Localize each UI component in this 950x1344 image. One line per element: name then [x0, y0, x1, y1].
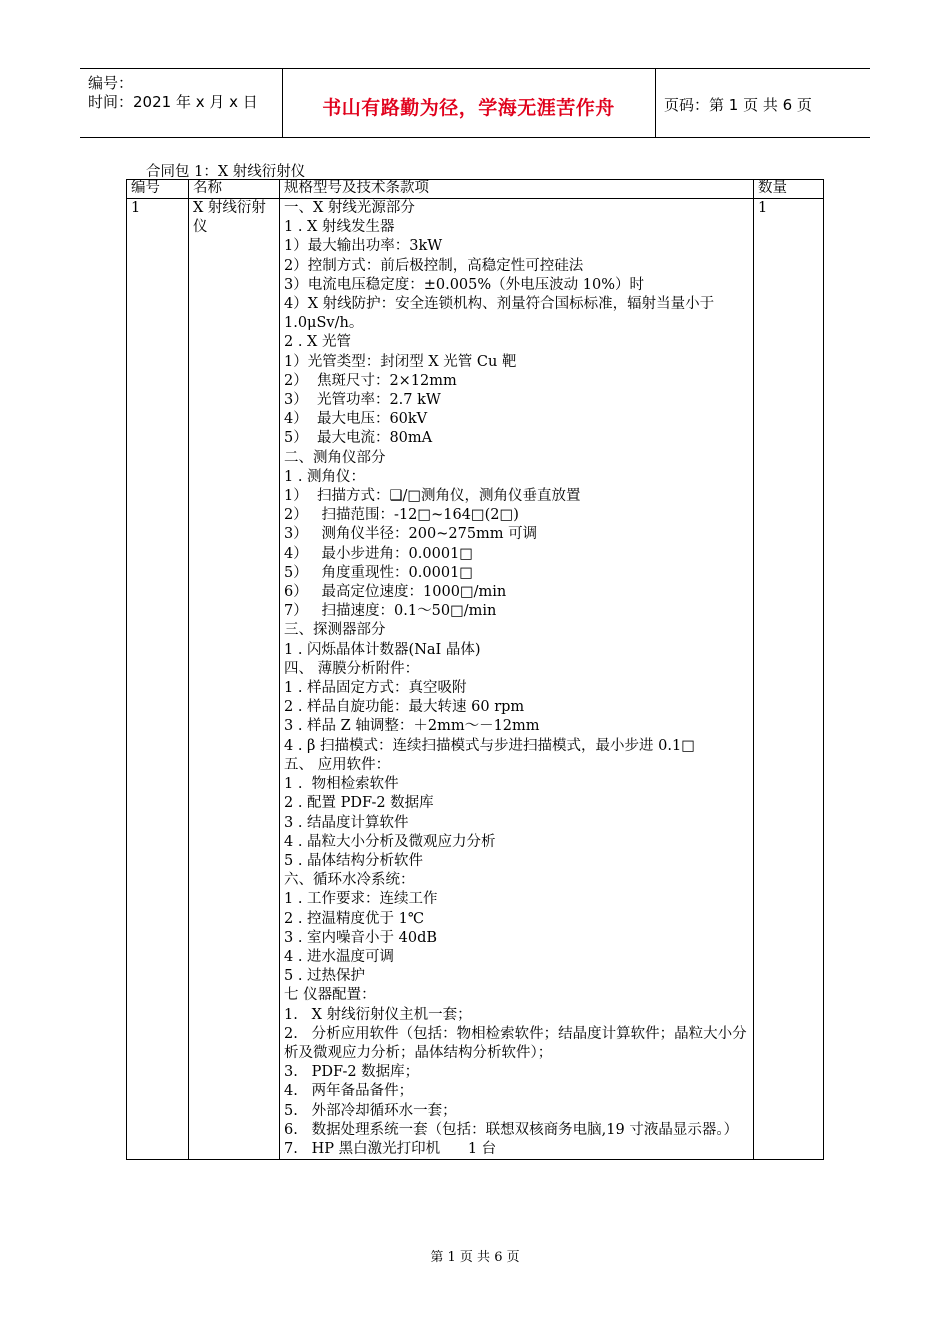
table-caption: 合同包 1：X 射线衍射仪	[146, 164, 306, 180]
spec-line: 3 . 室内噪音小于 40dB	[284, 929, 438, 946]
spec-line: 5 . 晶体结构分析软件	[284, 852, 424, 869]
spec-line: 六、循环水冷系统：	[284, 872, 415, 889]
spec-line: 1 . 测角仪：	[284, 468, 366, 485]
spec-line: 7） 扫描速度：0.1～50□/min	[284, 603, 497, 620]
spec-line: 3. PDF-2 数据库；	[284, 1064, 420, 1081]
spec-line: 1 . 闪烁晶体计数器(NaI 晶体)	[284, 641, 481, 658]
spec-line: 3 . 样品 Z 轴调整：＋2mm～－12mm	[284, 718, 540, 735]
header-right-cell	[656, 69, 870, 137]
spec-line: 3） 测角仪半径：200~275mm 可调	[284, 526, 538, 543]
spec-line: 2）控制方式：前后极控制，高稳定性可控硅法	[284, 257, 584, 274]
header-qty: 数量	[754, 180, 824, 199]
motto-text: 书山有路勤为径，学海无涯苦作舟	[322, 97, 615, 119]
header-id: 编号	[127, 180, 189, 199]
row-name: X 射线衍射仪	[189, 199, 280, 1160]
spec-line: 7. HP 黑白激光打印机 1 台	[284, 1140, 497, 1157]
spec-line: 七 仪器配置：	[284, 987, 376, 1004]
spec-line: 2） 焦斑尺寸：2×12mm	[284, 372, 457, 389]
spec-line: 6. 数据处理系统一套（包括：联想双核商务电脑,19 寸液晶显示器。）	[284, 1121, 739, 1138]
spec-line: 五、 应用软件：	[284, 756, 391, 773]
spec-line: 1） 扫描方式：❑/□测角仪，测角仪垂直放置	[284, 488, 581, 505]
spec-line: 4 . β 扫描模式：连续扫描模式与步进扫描模式，最小步进 0.1□	[284, 737, 695, 754]
spec-line: 5） 角度重现性：0.0001□	[284, 564, 473, 581]
spec-line: 1 . X 射线发生器	[284, 219, 395, 236]
spec-line: 2 . 配置 PDF-2 数据库	[284, 795, 434, 812]
spec-line: 3）电流电压稳定度：±0.005%（外电压波动 10%）时	[284, 276, 644, 293]
table-header-row	[127, 180, 824, 199]
spec-line: 4 . 进水温度可调	[284, 948, 395, 965]
spec-line: 1 . 工作要求：连续工作	[284, 891, 438, 908]
spec-line: 5） 最大电流：80mA	[284, 430, 433, 447]
page-footer: 第 1 页 共 6 页	[430, 1250, 520, 1265]
row-id: 1	[127, 199, 189, 1160]
date-text: 时间：2021 年 x 月 x 日	[88, 93, 258, 111]
spec-line: 6） 最高定位速度：1000□/min	[284, 584, 507, 601]
spec-line: 三、探测器部分	[284, 622, 386, 639]
header-left-cell	[80, 69, 283, 137]
page-number-text: 页码：第 1 页 共 6 页	[664, 96, 812, 114]
spec-line: 2 . X 光管	[284, 334, 351, 351]
header-spec: 规格型号及技术条款项	[280, 180, 754, 199]
spec-line: 3） 光管功率：2.7 kW	[284, 392, 441, 409]
spec-line: 1. X 射线衍射仪主机一套；	[284, 1006, 472, 1023]
spec-line: 4） 最小步进角：0.0001□	[284, 545, 473, 562]
spec-line: 四、 薄膜分析附件：	[284, 660, 420, 677]
number-label: 编号：	[88, 74, 134, 92]
spec-line: 1）最大输出功率：3kW	[284, 238, 443, 255]
spec-line: 1 . 物相检索软件	[284, 776, 399, 793]
spec-line: 2 . 控温精度优于 1℃	[284, 910, 425, 927]
spec-line: 2） 扫描范围：-12□~164□(2□)	[284, 507, 519, 524]
table-row	[127, 199, 824, 1160]
spec-line: 5 . 过热保护	[284, 968, 366, 985]
row-qty: 1	[754, 199, 824, 1160]
spec-line: 1 . 样品固定方式：真空吸附	[284, 680, 467, 697]
spec-line: 4 . 晶粒大小分析及微观应力分析	[284, 833, 496, 850]
spec-line: 5. 外部冷却循环水一套；	[284, 1102, 457, 1119]
spec-line: 4）X 射线防护：安全连锁机构、剂量符合国标标准，辐射当量小于 1.0μSv/h。	[284, 296, 719, 332]
spec-line: 2 . 样品自旋功能：最大转速 60 rpm	[284, 699, 525, 716]
spec-line: 二、测角仪部分	[284, 449, 386, 466]
spec-line: 4. 两年备品备件；	[284, 1083, 414, 1100]
header-center-cell	[282, 69, 656, 137]
spec-line: 4） 最大电压：60kV	[284, 411, 428, 428]
page-header	[80, 68, 870, 138]
header-name: 名称	[189, 180, 280, 199]
spec-line: 2. 分析应用软件（包括：物相检索软件；结晶度计算软件；晶粒大小分析及微观应力分析；晶体结构分析软件）；	[284, 1025, 747, 1061]
spec-line: 3 . 结晶度计算软件	[284, 814, 409, 831]
spec-table	[126, 179, 824, 1160]
spec-line: 1）光管类型：封闭型 X 光管 Cu 靶	[284, 353, 517, 370]
row-spec	[280, 199, 754, 1160]
spec-line: 一、X 射线光源部分	[284, 200, 415, 216]
